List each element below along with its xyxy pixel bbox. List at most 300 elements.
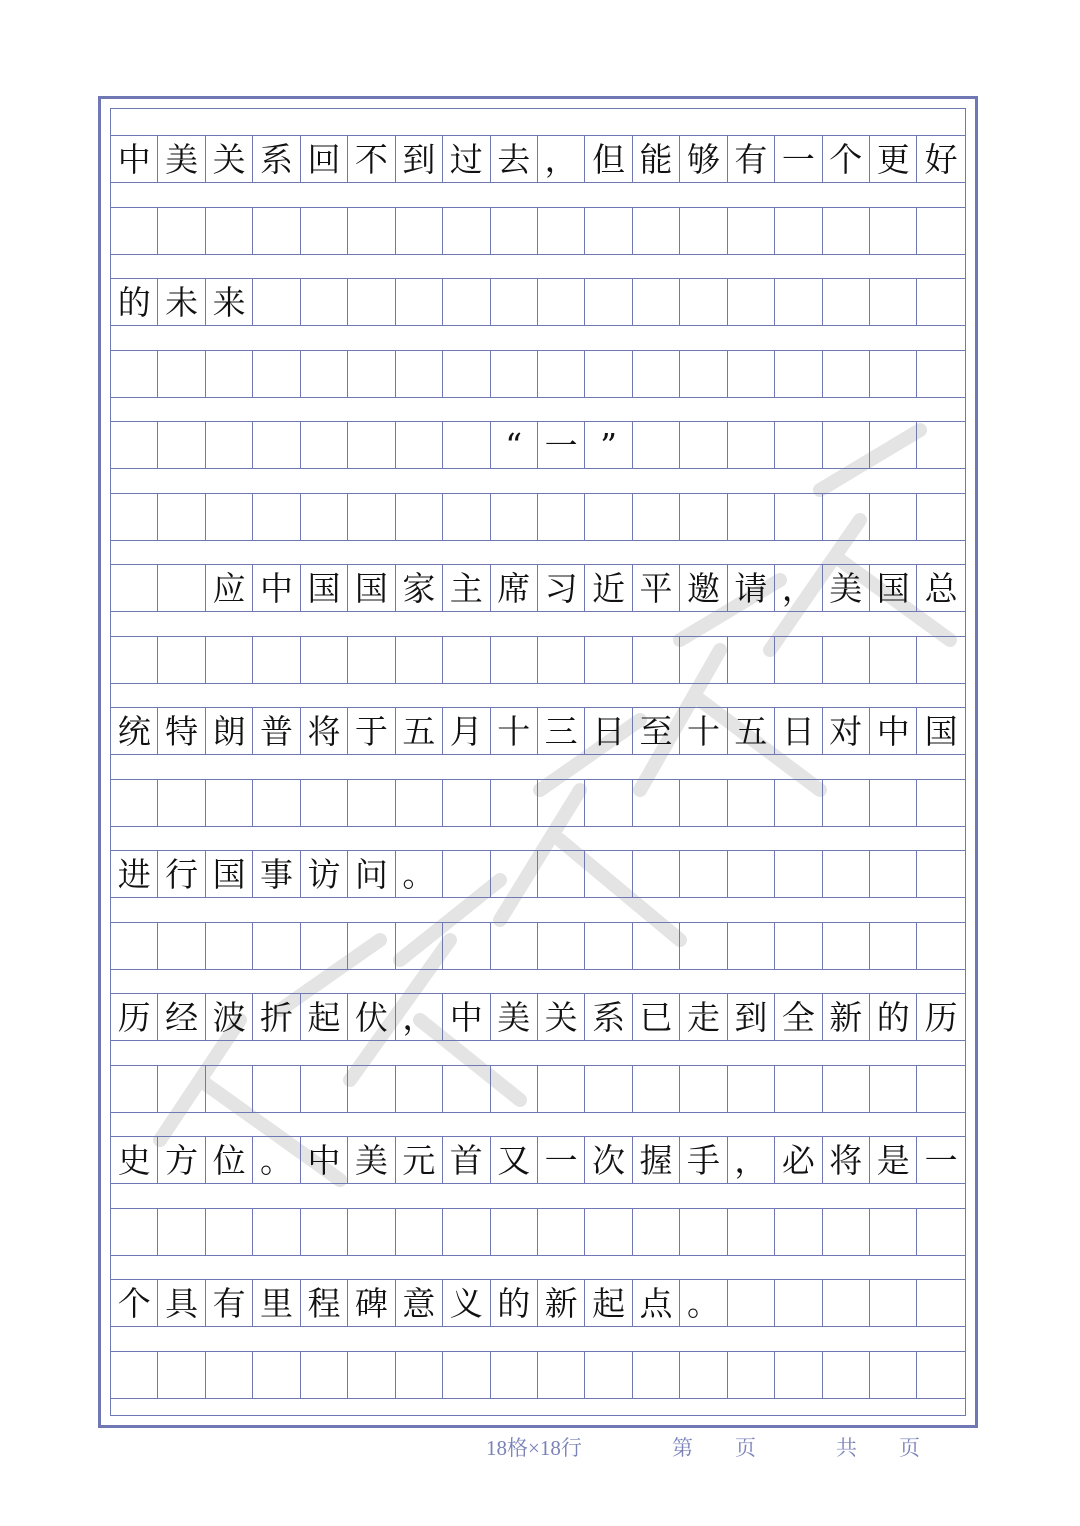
grid-row [111, 1136, 965, 1184]
grid-cell [823, 1209, 870, 1255]
grid-cell [775, 637, 822, 683]
grid-cell [348, 923, 395, 969]
grid-cell [680, 279, 727, 325]
grid-cell: 邀 [680, 565, 727, 611]
grid-cell: 近 [585, 565, 632, 611]
grid-cell [680, 208, 727, 254]
grid-cell [917, 1066, 964, 1112]
grid-cell: 中 [443, 994, 490, 1040]
page-footer [0, 1432, 1080, 1462]
grid-cell: 行 [158, 851, 205, 897]
grid-cell: 方 [158, 1137, 205, 1183]
grid-cell: 关 [538, 994, 585, 1040]
grid-cell [917, 494, 964, 540]
grid-cell: 义 [443, 1280, 490, 1326]
grid-cell [206, 637, 253, 683]
grid-row [111, 1279, 965, 1327]
grid-cell [253, 351, 300, 397]
grid-cell: 的 [870, 994, 917, 1040]
grid-cell: 历 [111, 994, 158, 1040]
grid-cell: 。 [396, 851, 443, 897]
grid-cell: 元 [396, 1137, 443, 1183]
grid-cell: 系 [585, 994, 632, 1040]
grid-cell [633, 923, 680, 969]
grid-cell [158, 780, 205, 826]
grid-cell: 更 [870, 136, 917, 182]
grid-cell [253, 1352, 300, 1398]
grid-cell [728, 1352, 775, 1398]
grid-cell [206, 1066, 253, 1112]
grid-cell [158, 923, 205, 969]
grid-cell: 好 [924, 139, 958, 179]
grid-cell [491, 1352, 538, 1398]
grid-cell [680, 1209, 727, 1255]
grid-cell: 具 [158, 1280, 205, 1326]
grid-cell [491, 208, 538, 254]
grid-cell [396, 279, 443, 325]
grid-cell: 伏 [348, 994, 395, 1040]
grid-cell [253, 279, 300, 325]
grid-cell [680, 780, 727, 826]
grid-cell: 是 [870, 1137, 917, 1183]
grid-cell [443, 1209, 490, 1255]
grid-cell [301, 494, 348, 540]
grid-cell [491, 851, 538, 897]
grid-cell: 过 [443, 136, 490, 182]
grid-cell: 国 [870, 565, 917, 611]
grid-cell: 访 [301, 851, 348, 897]
grid-cell [823, 422, 870, 468]
grid-cell: 握 [633, 1137, 680, 1183]
grid-cell [253, 1066, 300, 1112]
grid-cell: 中 [253, 565, 300, 611]
grid-row [111, 1208, 965, 1256]
grid-cell [633, 208, 680, 254]
grid-cell [870, 208, 917, 254]
total-pages-label: 共 页 [836, 1436, 920, 1460]
grid-cell: 一 [538, 422, 585, 468]
grid-cell [633, 637, 680, 683]
grid-cell [870, 279, 917, 325]
grid-cell [917, 1280, 964, 1326]
grid-cell [823, 637, 870, 683]
grid-cell [301, 637, 348, 683]
grid-cell: 全 [775, 994, 822, 1040]
grid-cell [301, 279, 348, 325]
grid-row [111, 993, 965, 1041]
grid-cell: 碑 [348, 1280, 395, 1326]
grid-cell [728, 279, 775, 325]
grid-cell [680, 422, 727, 468]
grid-cell [633, 1066, 680, 1112]
grid-cell: 起 [585, 1280, 632, 1326]
grid-cell: 美 [491, 994, 538, 1040]
grid-cell: 特 [158, 708, 205, 754]
grid-cell [870, 851, 917, 897]
grid-cell [111, 494, 158, 540]
grid-cell: 十 [491, 708, 538, 754]
grid-cell [253, 208, 300, 254]
grid-cell [917, 851, 964, 897]
grid-cell [348, 1066, 395, 1112]
grid-cell: 事 [253, 851, 300, 897]
grid-row [111, 493, 965, 541]
grid-cell: 五 [396, 708, 443, 754]
grid-cell [680, 494, 727, 540]
grid-cell [728, 208, 775, 254]
grid-cell [728, 923, 775, 969]
grid-cell: 关 [206, 136, 253, 182]
grid-cell [823, 780, 870, 826]
grid-cell: 位 [206, 1137, 253, 1183]
grid-cell: 又 [491, 1137, 538, 1183]
grid-cell: 能 [633, 136, 680, 182]
grid-cell [443, 780, 490, 826]
grid-cell [396, 422, 443, 468]
grid-cell [680, 1352, 727, 1398]
grid-cell [443, 1352, 490, 1398]
grid-cell: 来 [206, 279, 253, 325]
grid-cell: 一 [775, 136, 822, 182]
grid-cell [775, 851, 822, 897]
grid-cell: 走 [680, 994, 727, 1040]
grid-cell: 中 [111, 136, 158, 182]
grid-cell [301, 422, 348, 468]
grid-row [111, 1065, 965, 1113]
grid-cell [775, 780, 822, 826]
grid-cell [111, 208, 158, 254]
grid-cell [396, 1209, 443, 1255]
grid-cell [917, 208, 964, 254]
grid-cell [585, 351, 632, 397]
grid-cell [443, 494, 490, 540]
grid-cell [301, 351, 348, 397]
grid-cell: 个 [111, 1280, 158, 1326]
grid-cell [538, 780, 585, 826]
grid-cell [538, 923, 585, 969]
grid-cell: 历 [924, 997, 958, 1037]
grid-cell [585, 923, 632, 969]
grid-cell [348, 1209, 395, 1255]
grid-cell [775, 422, 822, 468]
grid-cell [633, 1352, 680, 1398]
grid-cell [775, 279, 822, 325]
grid-cell [206, 494, 253, 540]
grid-cell: 总 [924, 568, 958, 608]
grid-cell [633, 279, 680, 325]
grid-cell [680, 923, 727, 969]
grid-cell [728, 637, 775, 683]
grid-cell [538, 351, 585, 397]
grid-cell: 到 [728, 994, 775, 1040]
grid-cell: 但 [585, 136, 632, 182]
grid-cell [301, 1209, 348, 1255]
grid-cell [633, 851, 680, 897]
grid-row [111, 421, 965, 469]
grid-cell: 次 [585, 1137, 632, 1183]
grid-cell: 未 [158, 279, 205, 325]
grid-cell [396, 494, 443, 540]
grid-cell: ， [396, 994, 443, 1040]
grid-cell [206, 422, 253, 468]
grid-cell: 对 [823, 708, 870, 754]
grid-cell [111, 637, 158, 683]
grid-cell [253, 923, 300, 969]
grid-row [111, 850, 965, 898]
grid-cell [823, 351, 870, 397]
grid-cell [728, 780, 775, 826]
grid-cell: 波 [206, 994, 253, 1040]
grid-cell [728, 1066, 775, 1112]
grid-cell: 。 [253, 1137, 300, 1183]
grid-row [111, 564, 965, 612]
grid-cell: 十 [680, 708, 727, 754]
grid-cell [775, 923, 822, 969]
grid-cell: 习 [538, 565, 585, 611]
grid-cell [775, 1209, 822, 1255]
grid-cell [870, 494, 917, 540]
grid-row [111, 922, 965, 970]
grid-cell: 普 [253, 708, 300, 754]
grid-cell: ， [728, 1137, 775, 1183]
grid-cell: 至 [633, 708, 680, 754]
grid-cell: 一 [538, 1137, 585, 1183]
grid-cell [538, 208, 585, 254]
grid-cell: 的 [111, 279, 158, 325]
grid-cell: 史 [111, 1137, 158, 1183]
grid-cell: 一 [924, 1140, 958, 1180]
grid-cell: 够 [680, 136, 727, 182]
grid-cell [348, 422, 395, 468]
grid-row [111, 636, 965, 684]
grid-cell [111, 422, 158, 468]
grid-cell [585, 637, 632, 683]
grid-cell [585, 1352, 632, 1398]
grid-cell [491, 923, 538, 969]
grid-cell [111, 923, 158, 969]
grid-row [111, 1351, 965, 1399]
grid-cell [443, 923, 490, 969]
grid-cell [491, 351, 538, 397]
grid-cell: 中 [301, 1137, 348, 1183]
grid-cell: 朗 [206, 708, 253, 754]
grid-cell: 统 [111, 708, 158, 754]
grid-cell [253, 637, 300, 683]
grid-cell [585, 851, 632, 897]
grid-cell [917, 1209, 964, 1255]
grid-cell [538, 851, 585, 897]
grid-cell [443, 351, 490, 397]
grid-cell: 请 [728, 565, 775, 611]
grid-cell [158, 208, 205, 254]
grid-row [111, 207, 965, 255]
grid-cell [538, 494, 585, 540]
grid-cell [443, 208, 490, 254]
grid-cell [158, 494, 205, 540]
grid-cell [158, 422, 205, 468]
grid-cell: 进 [111, 851, 158, 897]
grid-cell: 不 [348, 136, 395, 182]
grid-cell: 国 [924, 711, 958, 751]
grid-cell [538, 637, 585, 683]
grid-cell [396, 351, 443, 397]
grid-cell [491, 1209, 538, 1255]
grid-cell [396, 1352, 443, 1398]
grid-cell [396, 1066, 443, 1112]
grid-cell: ” [585, 422, 632, 468]
grid-cell: 程 [301, 1280, 348, 1326]
grid-cell: “ [491, 422, 538, 468]
grid-cell [585, 1066, 632, 1112]
grid-cell [870, 1066, 917, 1112]
grid-cell [491, 279, 538, 325]
grid-cell [301, 1066, 348, 1112]
grid-cell [917, 1352, 964, 1398]
grid-cell [585, 208, 632, 254]
grid-row [111, 779, 965, 827]
grid-cell [158, 637, 205, 683]
grid-cell [823, 279, 870, 325]
grid-row [111, 350, 965, 398]
grid-cell [633, 780, 680, 826]
grid-cell: 国 [301, 565, 348, 611]
grid-cell [680, 351, 727, 397]
grid-cell [917, 351, 964, 397]
grid-cell: 美 [823, 565, 870, 611]
grid-cell [111, 780, 158, 826]
grid-cell [301, 208, 348, 254]
grid-cell [823, 494, 870, 540]
grid-cell [253, 780, 300, 826]
grid-cell [538, 1066, 585, 1112]
grid-cell [206, 780, 253, 826]
grid-cell [443, 637, 490, 683]
grid-cell [158, 565, 205, 611]
grid-cell [253, 1209, 300, 1255]
grid-cell [253, 422, 300, 468]
grid-cell [680, 1066, 727, 1112]
grid-cell [396, 923, 443, 969]
grid-cell: 经 [158, 994, 205, 1040]
grid-cell [538, 1209, 585, 1255]
grid-cell [206, 1209, 253, 1255]
grid-cell: 。 [680, 1280, 727, 1326]
grid-cell [917, 780, 964, 826]
grid-cell [680, 637, 727, 683]
grid-cell [633, 1209, 680, 1255]
grid-cell: 系 [253, 136, 300, 182]
grid-cell [870, 351, 917, 397]
grid-cell [348, 1352, 395, 1398]
grid-cell: 五 [728, 708, 775, 754]
grid-cell [728, 422, 775, 468]
grid-cell [301, 923, 348, 969]
grid-cell: 的 [491, 1280, 538, 1326]
grid-cell [396, 637, 443, 683]
grid-cell [728, 851, 775, 897]
grid-cell [158, 351, 205, 397]
grid-cell: 席 [491, 565, 538, 611]
grid-cell [870, 637, 917, 683]
grid-cell: 美 [348, 1137, 395, 1183]
grid-cell [206, 1352, 253, 1398]
grid-cell: 新 [823, 994, 870, 1040]
grid-cell: 有 [206, 1280, 253, 1326]
grid-cell [491, 494, 538, 540]
grid-cell [111, 1209, 158, 1255]
grid-cell [823, 1352, 870, 1398]
grid-cell: 回 [301, 136, 348, 182]
grid-cell [870, 780, 917, 826]
grid-cell: 个 [823, 136, 870, 182]
grid-cell [823, 1066, 870, 1112]
grid-cell [538, 1352, 585, 1398]
grid-cell: 三 [538, 708, 585, 754]
grid-cell [870, 1280, 917, 1326]
grid-cell [917, 923, 964, 969]
grid-cell [348, 351, 395, 397]
grid-cell: 应 [206, 565, 253, 611]
grid-cell [728, 1280, 775, 1326]
grid-cell [728, 1209, 775, 1255]
grid-cell [443, 422, 490, 468]
grid-cell: 中 [870, 708, 917, 754]
grid-cell: 首 [443, 1137, 490, 1183]
grid-cell [491, 780, 538, 826]
grid-cell [158, 1209, 205, 1255]
grid-cell [585, 279, 632, 325]
grid-cell: 国 [348, 565, 395, 611]
grid-cell [680, 851, 727, 897]
grid-row [111, 135, 965, 183]
grid-cell: ， [775, 565, 822, 611]
grid-cell [443, 1066, 490, 1112]
grid-row [111, 278, 965, 326]
grid-cell [348, 208, 395, 254]
grid-cell: 有 [728, 136, 775, 182]
grid-cell [111, 1066, 158, 1112]
grid-cell [348, 637, 395, 683]
grid-cell: 里 [253, 1280, 300, 1326]
grid-cell: 到 [396, 136, 443, 182]
grid-cell [585, 1209, 632, 1255]
grid-cell: 月 [443, 708, 490, 754]
grid-cell [301, 1352, 348, 1398]
grid-cell: 起 [301, 994, 348, 1040]
grid-cell [870, 422, 917, 468]
grid-cell: 点 [633, 1280, 680, 1326]
grid-cell: 新 [538, 1280, 585, 1326]
grid-cell: 日 [775, 708, 822, 754]
grid-cell [728, 351, 775, 397]
grid-cell [823, 851, 870, 897]
grid-cell [633, 494, 680, 540]
grid-cell [917, 279, 964, 325]
grid-cell [111, 565, 158, 611]
grid-cell [348, 494, 395, 540]
grid-cell: 国 [206, 851, 253, 897]
grid-cell [775, 351, 822, 397]
grid-cell [585, 780, 632, 826]
grid-cell [775, 208, 822, 254]
grid-cell [111, 351, 158, 397]
grid-cell: 家 [396, 565, 443, 611]
grid-cell [158, 1066, 205, 1112]
grid-cell [870, 1209, 917, 1255]
grid-cell [870, 923, 917, 969]
grid-cell: 美 [158, 136, 205, 182]
grid-cell [443, 279, 490, 325]
